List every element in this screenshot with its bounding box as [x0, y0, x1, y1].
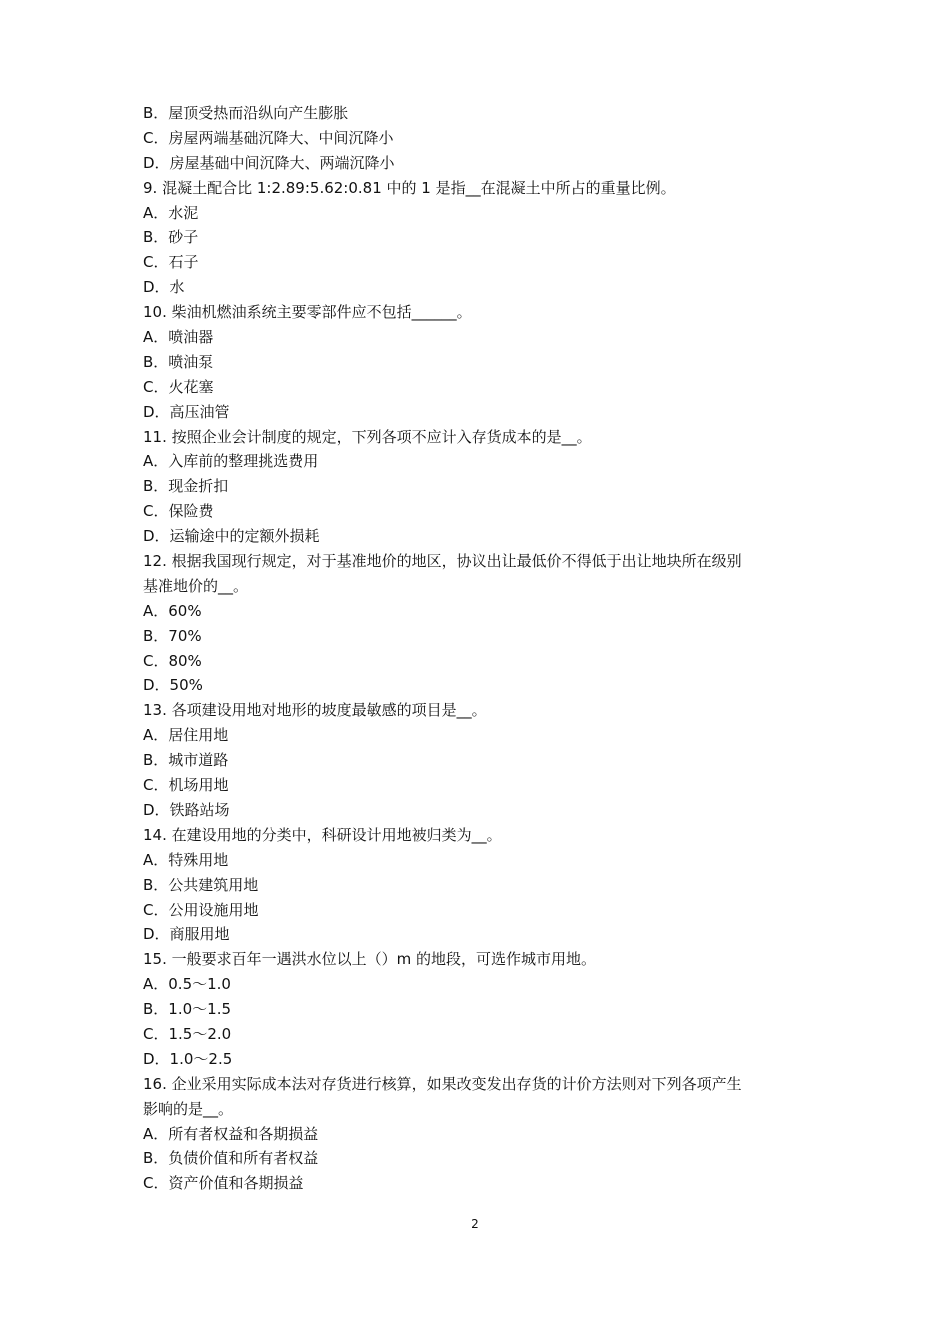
answer-option: B．砂子: [143, 228, 199, 247]
answer-option: B．喷油泵: [143, 352, 214, 371]
answer-option: B．现金折扣: [143, 477, 229, 496]
question-text-line: 13. 各项建设用地对地形的坡度最敏感的项目是__。: [143, 701, 487, 720]
answer-option: D．水: [143, 278, 185, 297]
answer-option: A．所有者权益和各期损益: [143, 1124, 319, 1143]
question-text-line: 15. 一般要求百年一遇洪水位以上（）m 的地段，可选作城市用地。: [143, 950, 597, 969]
answer-option: C．资产价值和各期损益: [143, 1174, 304, 1193]
answer-option: D．房屋基础中间沉降大、两端沉降小: [143, 153, 395, 172]
answer-option: A．水泥: [143, 203, 199, 222]
answer-option: D．50%: [143, 676, 203, 695]
question-text-line: 16. 企业采用实际成本法对存货进行核算，如果改变发出存货的计价方法则对下列各项产生: [143, 1074, 742, 1093]
answer-option: A．入库前的整理挑选费用: [143, 452, 319, 471]
answer-option: C．公用设施用地: [143, 900, 259, 919]
answer-option: D．运输途中的定额外损耗: [143, 527, 320, 546]
answer-option: B．公共建筑用地: [143, 875, 259, 894]
answer-option: C．80%: [143, 651, 202, 670]
question-text-line: 11. 按照企业会计制度的规定，下列各项不应计入存货成本的是__。: [143, 427, 592, 446]
answer-option: D．铁路站场: [143, 800, 230, 819]
answer-option: A．0.5～1.0: [143, 975, 231, 994]
answer-option: A．特殊用地: [143, 850, 229, 869]
answer-option: C．房屋两端基础沉降大、中间沉降小: [143, 128, 394, 147]
answer-option: A．喷油器: [143, 328, 214, 347]
question-text-line: 10. 柴油机燃油系统主要零部件应不包括______。: [143, 303, 472, 322]
answer-option: C．保险费: [143, 502, 214, 521]
question-text-line: 9. 混凝土配合比 1:2.89:5.62:0.81 中的 1 是指__在混凝土中所占的重量比例。: [143, 178, 676, 197]
answer-option: D．高压油管: [143, 402, 230, 421]
question-list: [143, 101, 823, 1196]
question-text-line: 12. 根据我国现行规定，对于基准地价的地区，协议出让最低价不得低于出让地块所在级别: [143, 552, 742, 571]
question-text-line: 基准地价的__。: [143, 576, 249, 595]
question-text-line: 14. 在建设用地的分类中，科研设计用地被归类为__。: [143, 825, 502, 844]
answer-option: C．石子: [143, 253, 199, 272]
page-number: 2: [471, 1217, 479, 1231]
question-text-line: 影响的是__。: [143, 1099, 234, 1118]
answer-option: D．1.0～2.5: [143, 1049, 233, 1068]
answer-option: C．火花塞: [143, 377, 214, 396]
answer-option: A．60%: [143, 601, 202, 620]
answer-option: B．负债价值和所有者权益: [143, 1149, 319, 1168]
answer-option: C．机场用地: [143, 776, 229, 795]
answer-option: C．1.5～2.0: [143, 1024, 232, 1043]
answer-option: B．屋顶受热而沿纵向产生膨胀: [143, 104, 349, 122]
answer-option: B．1.0～1.5: [143, 1000, 232, 1019]
answer-option: D．商服用地: [143, 925, 230, 944]
answer-option: B．70%: [143, 626, 202, 645]
answer-option: A．居住用地: [143, 726, 229, 745]
answer-option: B．城市道路: [143, 751, 229, 770]
